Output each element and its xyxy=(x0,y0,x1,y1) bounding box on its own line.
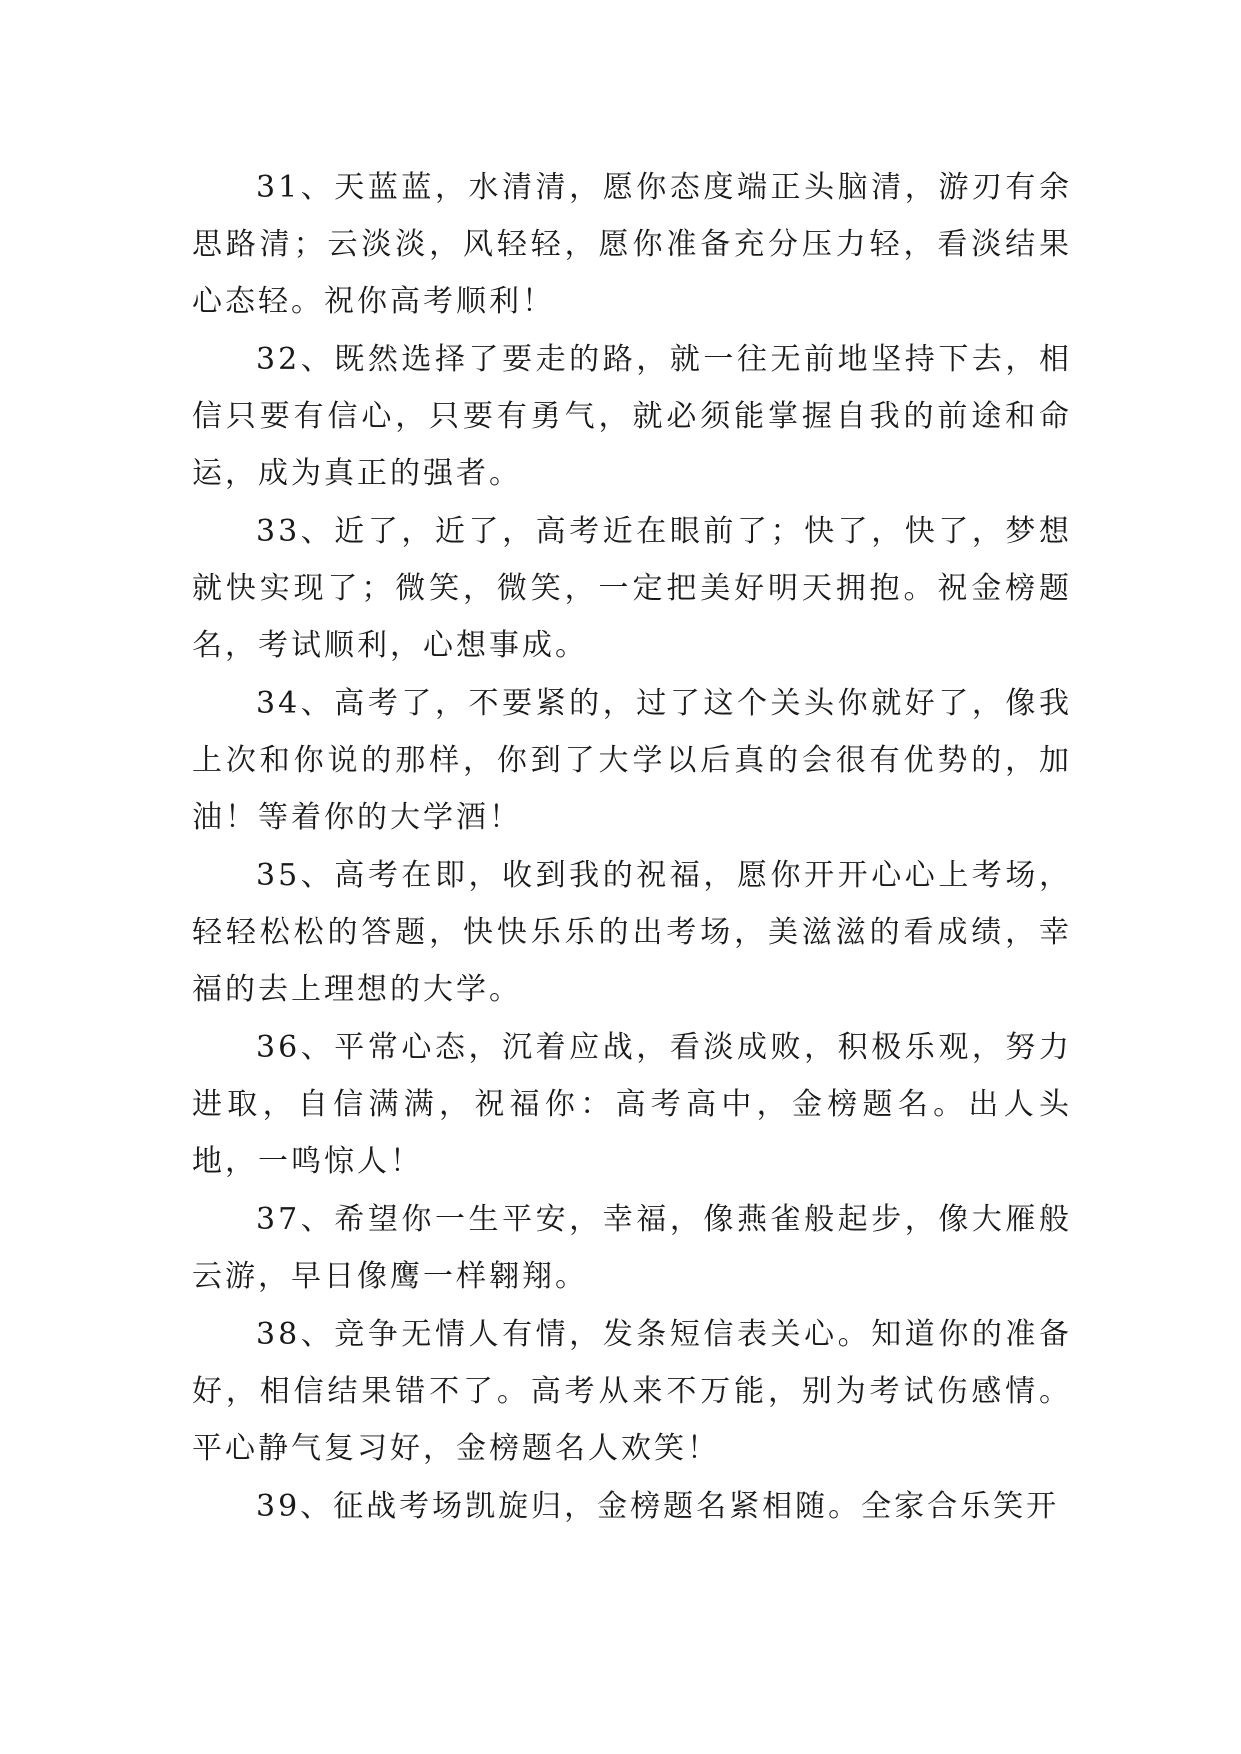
paragraph-34: 34、高考了，不要紧的，过了这个关头你就好了，像我上次和你说的那样，你到了大学以后真的会很有优势的，加油！等着你的大学酒！ xyxy=(192,686,1072,835)
paragraph-32: 32、既然选择了要走的路，就一往无前地坚持下去，相信只要有信心，只要有勇气，就必须能掌握自我的前途和命运，成为真正的强者。 xyxy=(192,342,1072,491)
paragraph-35: 35、高考在即，收到我的祝福，愿你开开心心上考场，轻轻松松的答题，快快乐乐的出考场，美滋滋的看成绩，幸福的去上理想的大学。 xyxy=(192,858,1072,1007)
paragraph-36: 36、平常心态，沉着应战，看淡成败，积极乐观，努力进取，自信满满，祝福你：高考高中，金榜题名。出人头地，一鸣惊人！ xyxy=(192,1030,1072,1179)
paragraph-39: 39、征战考场凯旋归，金榜题名紧相随。全家合乐笑开 xyxy=(256,1489,1060,1524)
paragraph-31: 31、天蓝蓝，水清清，愿你态度端正头脑清，游刃有余思路清；云淡淡，风轻轻，愿你准备充分压力轻，看淡结果心态轻。祝你高考顺利！ xyxy=(192,170,1072,319)
paragraph-37: 37、希望你一生平安，幸福，像燕雀般起步，像大雁般云游，早日像鹰一样翱翔。 xyxy=(192,1202,1072,1294)
document-body xyxy=(192,159,1072,1535)
paragraph-33: 33、近了，近了，高考近在眼前了；快了，快了，梦想就快实现了；微笑，微笑，一定把美好明天拥抱。祝金榜题名，考试顺利，心想事成。 xyxy=(192,514,1072,663)
paragraph-38: 38、竞争无情人有情，发条短信表关心。知道你的准备好，相信结果错不了。高考从来不万能，别为考试伤感情。平心静气复习好，金榜题名人欢笑！ xyxy=(192,1317,1072,1466)
